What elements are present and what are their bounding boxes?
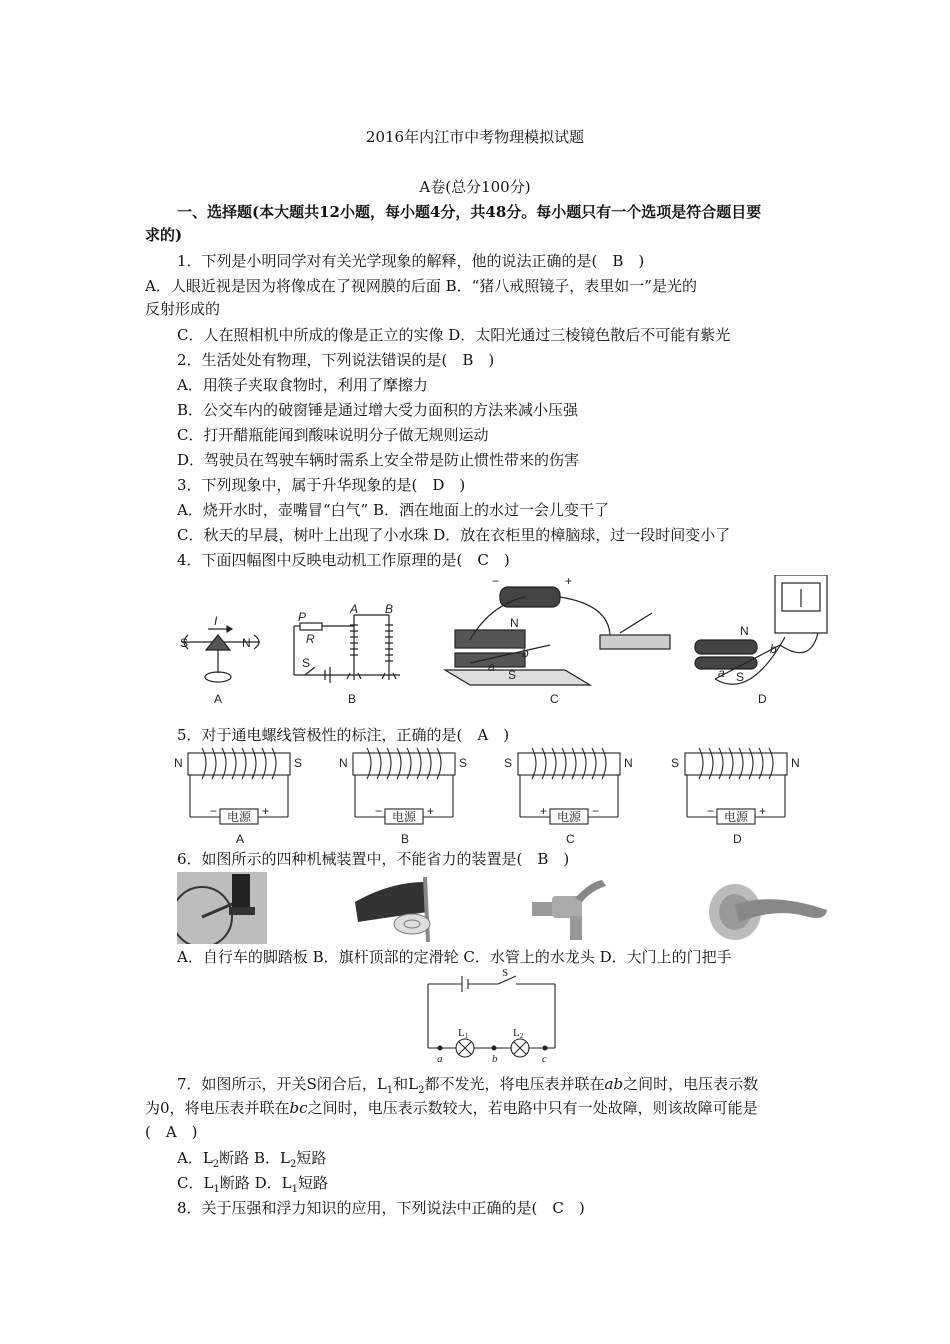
q5-power-label: 电源 bbox=[724, 810, 749, 824]
q4-a-current-label: I bbox=[214, 614, 218, 628]
q5-terminal-right-a: + bbox=[262, 804, 270, 818]
q2-option-a: A．用筷子夹取食物时，利用了摩擦力 bbox=[177, 376, 428, 394]
page-title: 2016年内江市中考物理模拟试题 bbox=[365, 128, 585, 146]
flagpole-pulley-image bbox=[350, 872, 440, 944]
part-heading-line2: 求的) bbox=[145, 226, 183, 244]
q7-circuit bbox=[420, 966, 565, 1064]
q5-solenoid-c bbox=[504, 748, 633, 846]
bicycle-pedal-image bbox=[177, 872, 267, 944]
q8-stem: 8．关于压强和浮力知识的应用，下列说法中正确的是( C ) bbox=[177, 1199, 585, 1217]
q2-stem: 2．生活处处有物理，下列说法错误的是( B ) bbox=[177, 351, 495, 369]
q5-terminal-left-d: − bbox=[707, 804, 715, 818]
q7-stem-line2: 为0，将电压表并联在bc之间时，电压表示数较大，若电路中只有一处故障，则该故障可能是 bbox=[145, 1099, 758, 1117]
q1-option-cd: C．人在照相机中所成的像是正立的实像 D．太阳光通过三棱镜色散后不可能有紫光 bbox=[177, 326, 731, 344]
q5-power-label: 电源 bbox=[392, 810, 417, 824]
q4-d-s-label: S bbox=[736, 670, 745, 684]
q4-c-plus-label: + bbox=[565, 575, 573, 588]
q5-terminal-left-a: − bbox=[210, 804, 218, 818]
q4-caption-b: B bbox=[348, 692, 357, 706]
q2-option-d: D．驾驶员在驾驶车辆时需系上安全带是防止惯性带来的伤害 bbox=[177, 451, 580, 469]
q5-solenoid-b bbox=[339, 748, 467, 846]
q3-stem: 3．下列现象中，属于升华现象的是( D ) bbox=[177, 476, 466, 494]
q5-caption-a: A bbox=[236, 832, 245, 846]
q5-figures bbox=[170, 745, 820, 850]
q4-c-minus-label: − bbox=[492, 575, 500, 588]
q4-c-s-label: S bbox=[508, 668, 517, 682]
water-tap-image bbox=[530, 872, 620, 944]
q7-stem-line1: 7．如图所示，开关S闭合后，$L_1$和$L_2$都不发光，将电压表并联在ab之间时，电压表示数 bbox=[177, 1075, 759, 1096]
q5-power-label: 电源 bbox=[227, 810, 252, 824]
q4-b-p-label: P bbox=[298, 610, 307, 624]
q4-figure-a bbox=[180, 614, 260, 682]
q7-circuit-switch-label: S bbox=[502, 967, 509, 979]
q4-d-a-label: a bbox=[718, 666, 725, 680]
q5-pole-right-b: S bbox=[459, 756, 468, 770]
q5-power-label: 电源 bbox=[557, 810, 582, 824]
q4-caption-a: A bbox=[214, 692, 223, 706]
q7-option-ab: A．$L_2$断路 B．$L_2$短路 bbox=[177, 1149, 327, 1170]
q4-b-coil-a-label: A bbox=[350, 602, 359, 616]
q4-figures bbox=[170, 575, 830, 710]
q7-option-cd: C．$L_1$断路 D．$L_1$短路 bbox=[177, 1174, 328, 1195]
q4-b-s-label: S bbox=[302, 656, 311, 670]
q5-pole-left-a: N bbox=[174, 756, 183, 770]
q7-stem-line3: ( A ) bbox=[145, 1123, 198, 1141]
q4-figure-c bbox=[445, 575, 670, 685]
q5-solenoid-a bbox=[174, 748, 302, 846]
q5-pole-left-b: N bbox=[339, 756, 348, 770]
q4-b-r-label: R bbox=[306, 632, 315, 646]
q5-caption-c: C bbox=[566, 832, 575, 846]
part-heading-line1: 一、选择题(本大题共12小题，每小题4分，共48分。每小题只有一个选项是符合题目要 bbox=[177, 203, 762, 221]
q4-c-b-label: b bbox=[522, 646, 529, 660]
q5-pole-right-c: N bbox=[624, 756, 633, 770]
q4-caption-d: D bbox=[758, 692, 767, 706]
q7-circuit-l2-label: L2 bbox=[513, 1027, 524, 1040]
q4-c-a-label: a bbox=[488, 660, 495, 674]
q4-stem: 4．下面四幅图中反映电动机工作原理的是( C ) bbox=[177, 551, 510, 569]
q5-solenoid-d bbox=[671, 748, 800, 846]
q5-pole-left-c: S bbox=[504, 756, 513, 770]
q7-circuit-l1-label: L1 bbox=[458, 1027, 469, 1040]
q5-pole-left-d: S bbox=[671, 756, 680, 770]
q4-figure-b bbox=[294, 602, 400, 683]
q1-stem: 1．下列是小明同学对有关光学现象的解释，他的说法正确的是( B ) bbox=[177, 252, 645, 270]
q5-terminal-right-b: + bbox=[427, 804, 435, 818]
q4-a-n-label: N bbox=[242, 636, 251, 650]
q5-caption-d: D bbox=[733, 832, 742, 846]
q4-a-s-label: S bbox=[180, 636, 189, 650]
q4-caption-c: C bbox=[550, 692, 559, 706]
q5-pole-right-d: N bbox=[791, 756, 800, 770]
q4-c-n-label: N bbox=[510, 616, 519, 630]
q1-option-ab-line1: A．人眼近视是因为将像成在了视网膜的后面 B．“猪八戒照镜子，表里如一”是光的 bbox=[145, 277, 697, 295]
q4-b-coil-b-label: B bbox=[385, 602, 394, 616]
q2-option-c: C．打开醋瓶能闻到酸味说明分子做无规则运动 bbox=[177, 426, 489, 444]
q5-terminal-right-c: − bbox=[592, 804, 600, 818]
q7-circuit-b-label: b bbox=[492, 1053, 498, 1064]
q1-option-ab-line2: 反射形成的 bbox=[145, 300, 221, 318]
q6-options: A．自行车的脚踏板 B．旗杆顶部的定滑轮 C．水管上的水龙头 D．大门上的门把手 bbox=[177, 948, 732, 966]
q5-stem: 5．对于通电螺线管极性的标注，正确的是( A ) bbox=[177, 726, 510, 744]
q4-d-n-label: N bbox=[740, 624, 749, 638]
q7-circuit-a-label: a bbox=[437, 1053, 443, 1064]
q5-caption-b: B bbox=[401, 832, 410, 846]
q2-option-b: B．公交车内的破窗锤是通过增大受力面积的方法来减小压强 bbox=[177, 401, 579, 419]
q5-pole-right-a: S bbox=[294, 756, 303, 770]
q3-option-ab: A．烧开水时，壶嘴冒“白气” B．洒在地面上的水过一会儿变干了 bbox=[177, 501, 609, 519]
q5-terminal-left-b: − bbox=[375, 804, 383, 818]
q4-figure-d bbox=[695, 575, 827, 684]
q5-terminal-right-d: + bbox=[759, 804, 767, 818]
section-heading: A卷(总分100分) bbox=[419, 178, 531, 196]
q3-option-cd: C．秋天的早晨，树叶上出现了小水珠 D．放在衣柜里的樟脑球，过一段时间变小了 bbox=[177, 526, 731, 544]
q5-terminal-left-c: + bbox=[540, 804, 548, 818]
q6-stem: 6．如图所示的四种机械装置中，不能省力的装置是( B ) bbox=[177, 850, 570, 868]
door-handle-image bbox=[705, 872, 830, 944]
q4-d-b-label: b bbox=[770, 642, 777, 656]
q7-circuit-c-label: c bbox=[542, 1053, 547, 1064]
